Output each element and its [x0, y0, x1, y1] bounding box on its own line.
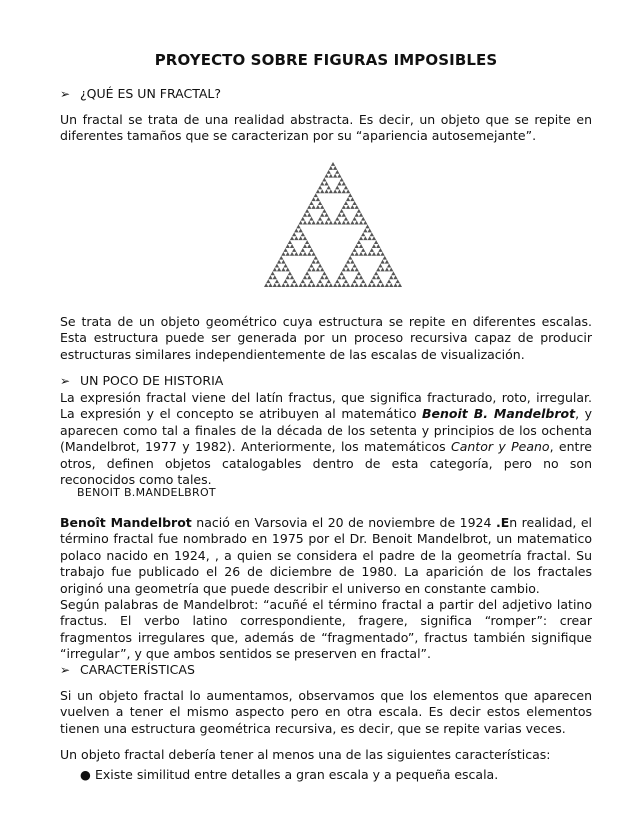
paragraph-structure [60, 314, 592, 363]
fractal-triangle [346, 221, 350, 225]
fractal-triangle [320, 275, 324, 279]
arrowhead-bullet-icon: ➢ [60, 374, 71, 388]
fractal-triangle [320, 189, 324, 193]
fractal-triangle [303, 213, 307, 217]
fractal-triangle [283, 279, 287, 283]
fractal-triangle [307, 252, 311, 256]
fractal-triangle [342, 283, 346, 287]
fractal-triangle [290, 283, 294, 287]
fractal-triangle [335, 217, 339, 221]
fractal-triangle [370, 279, 374, 283]
fractal-triangle [344, 217, 348, 221]
fractal-triangle [385, 260, 389, 264]
fractal-triangle [339, 271, 343, 275]
fractal-triangle [318, 217, 322, 221]
fractal-triangle [320, 205, 324, 209]
fractal-triangle [393, 283, 397, 287]
fractal-triangle [357, 209, 361, 213]
fractal-triangle [286, 244, 290, 248]
fractal-triangle [303, 275, 307, 279]
fractal-triangle [380, 260, 384, 264]
fractal-triangle [275, 264, 279, 268]
fractal-triangle [329, 189, 333, 193]
fractal-triangle [311, 283, 315, 287]
fractal-triangle [320, 213, 324, 217]
sierpinski-triangle-image [262, 160, 404, 290]
fractal-triangle [348, 256, 352, 260]
fractal-triangle [320, 267, 324, 271]
fractal-triangle [342, 213, 346, 217]
fractal-triangle [290, 236, 294, 240]
fractal-triangle [311, 260, 315, 264]
fractal-triangle [270, 271, 274, 275]
fractal-triangle [286, 283, 290, 287]
fractal-triangle [376, 244, 380, 248]
fractal-triangle [329, 166, 333, 170]
page-title: PROYECTO SOBRE FIGURAS IMPOSIBLES [154, 51, 498, 69]
text-run: , entre otros, definen objetos catalogables dentro de esta categoría, pero no son reconocidos como tales. [60, 439, 593, 488]
fractal-triangle [342, 267, 346, 271]
fractal-triangle [318, 279, 322, 283]
fractal-triangle [389, 275, 393, 279]
fractal-triangle [294, 236, 298, 240]
fractal-triangle [361, 279, 365, 283]
fractal-triangle [365, 225, 369, 229]
fractal-triangle [316, 197, 320, 201]
fractal-triangle [363, 221, 367, 225]
fractal-triangle [324, 283, 328, 287]
fractal-triangle [322, 209, 326, 213]
fractal-triangle [316, 283, 320, 287]
fractal-triangle [368, 252, 372, 256]
fractal-triangle [363, 236, 367, 240]
mandelbrot-name: Benoit B. Mandelbrot [422, 406, 576, 422]
fractal-triangle [277, 260, 281, 264]
fractal-triangle [327, 185, 331, 189]
fractal-triangle [337, 213, 341, 217]
fractal-triangle [281, 267, 285, 271]
fractal-triangle [292, 248, 296, 252]
fractal-triangle [346, 260, 350, 264]
fractal-triangle [342, 189, 346, 193]
fractal-triangle [337, 275, 341, 279]
fractal-triangle [398, 283, 402, 287]
fractal-triangle [316, 205, 320, 209]
fractal-triangle [346, 267, 350, 271]
paragraph-features [60, 688, 592, 737]
fractal-triangle [339, 209, 343, 213]
fractal-triangle [355, 221, 359, 225]
fractal-triangle [344, 185, 348, 189]
fractal-triangle [337, 189, 341, 193]
fractal-triangle [370, 248, 374, 252]
fractal-triangle [281, 283, 285, 287]
fractal-triangle [299, 252, 303, 256]
fractal-triangle [346, 197, 350, 201]
fractal-triangle [335, 279, 339, 283]
fractal-triangle [277, 283, 281, 287]
fractal-triangle [299, 236, 303, 240]
fractal-triangle [273, 275, 277, 279]
section-heading-text: CARACTERÍSTICAS [80, 662, 195, 677]
fractal-triangle [378, 264, 382, 268]
list-item [80, 767, 498, 782]
fractal-triangle [316, 221, 320, 225]
section-heading-text: ¿QUÉ ES UN FRACTAL? [80, 86, 222, 101]
paragraph-text [60, 515, 592, 597]
fractal-triangle [290, 275, 294, 279]
paragraph-text: Un fractal se trata de una realidad abstracta. Es decir, un objeto que se repite en diferentes tamaños que se caracterizan por su “apariencia autosemejante”. [60, 112, 592, 144]
paragraph-text: Según palabras de Mandelbrot: “acuñé el término fractal a partir del adjetivo latino fractus. El verbo latino correspondiente, fragere, significa “romper”: crear fragmentos irregulares que, además de “fragmentado”, fractus también signifique “irregular”, y que ambos sentidos se preserven en fractal”. [60, 597, 592, 662]
fractal-triangle [344, 201, 348, 205]
fractal-triangle [359, 244, 363, 248]
fractal-triangle [309, 264, 313, 268]
fractal-triangle [333, 221, 337, 225]
fractal-triangle [324, 189, 328, 193]
fractal-triangle [311, 252, 315, 256]
fractal-triangle [387, 264, 391, 268]
fractal-triangle [294, 228, 298, 232]
fractal-triangle [368, 228, 372, 232]
fractal-triangle [335, 185, 339, 189]
section-heading-text: UN POCO DE HISTORIA [80, 373, 224, 388]
fractal-triangle [350, 267, 354, 271]
paragraph-biography [60, 515, 592, 663]
fractal-triangle [309, 279, 313, 283]
fractal-triangle [301, 232, 305, 236]
fractal-triangle [342, 182, 346, 186]
fractal-triangle [374, 240, 378, 244]
fractal-triangle [301, 248, 305, 252]
fractal-triangle [344, 279, 348, 283]
fractal-triangle [283, 264, 287, 268]
fractal-triangle [333, 189, 337, 193]
fractal-triangle [301, 279, 305, 283]
fractal-triangle [303, 244, 307, 248]
fractal-triangle [275, 279, 279, 283]
fractal-triangle [350, 260, 354, 264]
fractal-triangle [348, 193, 352, 197]
fractal-triangle [268, 283, 272, 287]
fractal-triangle [389, 267, 393, 271]
fractal-triangle [311, 197, 315, 201]
fractal-triangle [385, 283, 389, 287]
text-run: .E [495, 515, 510, 530]
fractal-triangle [355, 213, 359, 217]
fractal-triangle [320, 221, 324, 225]
fractal-triangle [294, 283, 298, 287]
fractal-triangle [337, 182, 341, 186]
fractal-triangle [264, 283, 268, 287]
fractal-triangle [342, 221, 346, 225]
fractal-triangle [355, 267, 359, 271]
fractal-triangle [363, 228, 367, 232]
fractal-triangle [294, 252, 298, 256]
fractal-triangle [380, 252, 384, 256]
fractal-triangle [311, 267, 315, 271]
fractal-triangle [368, 283, 372, 287]
fractal-triangle [286, 267, 290, 271]
fractal-triangle [350, 252, 354, 256]
fractal-triangle [355, 275, 359, 279]
paragraph-text [60, 390, 592, 488]
fractal-triangle [303, 252, 307, 256]
fractal-triangle [309, 201, 313, 205]
subheading-mandelbrot: BENOIT B.MANDELBROT [77, 486, 216, 499]
fractal-triangle [372, 275, 376, 279]
fractal-triangle [305, 271, 309, 275]
fractal-triangle [363, 283, 367, 287]
fractal-triangle [279, 256, 283, 260]
fractal-triangle [337, 221, 341, 225]
fractal-triangle [316, 260, 320, 264]
fractal-triangle [363, 252, 367, 256]
fractal-triangle [346, 205, 350, 209]
fractal-triangle [322, 178, 326, 182]
fractal-triangle [266, 279, 270, 283]
fractal-triangle [350, 205, 354, 209]
fractal-triangle [303, 236, 307, 240]
fractal-triangle [327, 170, 331, 174]
fractal-triangle [355, 252, 359, 256]
fractal-triangle [281, 252, 285, 256]
fractal-triangle [314, 256, 318, 260]
fractal-triangle [355, 244, 359, 248]
fractal-triangle [389, 283, 393, 287]
section-heading-features [60, 662, 195, 677]
fractal-triangle [352, 217, 356, 221]
fractal-triangle [314, 193, 318, 197]
fractal-triangle [355, 205, 359, 209]
bio-name: Benoît Mandelbrot [60, 515, 192, 530]
fractal-triangle [372, 244, 376, 248]
fractal-triangle [361, 217, 365, 221]
fractal-triangle [396, 279, 400, 283]
fractal-triangle [359, 283, 363, 287]
fractal-triangle [273, 267, 277, 271]
fractal-triangle [309, 217, 313, 221]
fractal-triangle [331, 162, 335, 166]
fractal-triangle [372, 283, 376, 287]
text-run: , y aparecen como tal a finales de la década de los setenta y principios de los ochenta (Mandelbrot, 1977 y 1982). Anteriormente, los matemáticos [60, 406, 592, 455]
fractal-triangle [378, 248, 382, 252]
fractal-triangle [327, 279, 331, 283]
fractal-triangle [324, 174, 328, 178]
fractal-triangle [286, 275, 290, 279]
fractal-triangle [376, 252, 380, 256]
fractal-triangle [376, 283, 380, 287]
section-heading-history [60, 373, 223, 388]
fractal-triangle [329, 221, 333, 225]
fractal-triangle [359, 213, 363, 217]
fractal-triangle [372, 252, 376, 256]
fractal-triangle [303, 283, 307, 287]
fractal-triangle [311, 205, 315, 209]
arrowhead-bullet-icon: ➢ [60, 663, 71, 677]
fractal-triangle [344, 264, 348, 268]
paragraph-features-intro [60, 747, 592, 763]
fractal-triangle [335, 170, 339, 174]
fractal-triangle [290, 252, 294, 256]
fractal-triangle [346, 189, 350, 193]
text-run: La expresión fractal viene del latín fractus, que significa fracturado, roto, irregular. La expresión y el concepto se atribuyen al matemático [60, 390, 592, 422]
fractal-triangle [352, 248, 356, 252]
fractal-triangle [309, 248, 313, 252]
fractal-triangle [299, 228, 303, 232]
fractal-triangle [273, 283, 277, 287]
paragraph-text: Se trata de un objeto geométrico cuya estructura se repite en diferentes escalas. Esta estructura puede ser generada por un proceso recursiva capaz de producir estructuras similares independientemente de las escalas de visualización. [60, 314, 592, 362]
fractal-triangle [307, 221, 311, 225]
fractal-triangle [303, 221, 307, 225]
fractal-triangle [301, 217, 305, 221]
fractal-triangle [305, 240, 309, 244]
fractal-triangle [393, 275, 397, 279]
fractal-triangle [337, 283, 341, 287]
fractal-triangle [352, 201, 356, 205]
fractal-triangle [307, 244, 311, 248]
fractal-triangle [281, 260, 285, 264]
fractal-triangle [307, 283, 311, 287]
fractal-triangle [370, 232, 374, 236]
text-run: n realidad, el término fractal fue nombrado en 1975 por el Dr. Benoit Mandelbrot, un matematico polaco nacido en 1924, , a quien se considera el padre de la geometría fractal. Su trabajo fue publicado el 26 de diciembre de 1980. La aparición de los fractales originó una geometría que puede describir el universo en constante cambio. [60, 515, 593, 596]
fractal-triangle [359, 236, 363, 240]
arrowhead-bullet-icon: ➢ [60, 87, 71, 101]
fractal-triangle [288, 240, 292, 244]
fractal-triangle [376, 267, 380, 271]
fractal-triangle [339, 178, 343, 182]
fractal-triangle [376, 275, 380, 279]
fractal-triangle [359, 221, 363, 225]
fractal-triangle [318, 264, 322, 268]
round-bullet-icon: ● [80, 767, 91, 782]
fractal-triangle [361, 248, 365, 252]
fractal-triangle [391, 271, 395, 275]
fractal-triangle [307, 213, 311, 217]
fractal-triangle [387, 279, 391, 283]
fractal-triangle [329, 174, 333, 178]
fractal-triangle [324, 221, 328, 225]
fractal-triangle [357, 271, 361, 275]
fractal-triangle [342, 205, 346, 209]
fractal-triangle [359, 252, 363, 256]
fractal-triangle [311, 221, 315, 225]
fractal-triangle [361, 232, 365, 236]
section-heading-what-is [60, 86, 221, 101]
fractal-triangle [288, 271, 292, 275]
fractal-triangle [299, 221, 303, 225]
fractal-triangle [277, 267, 281, 271]
fractal-triangle [352, 279, 356, 283]
fractal-triangle [320, 182, 324, 186]
fractal-triangle [296, 225, 300, 229]
fractal-triangle [357, 240, 361, 244]
fractal-triangle [307, 205, 311, 209]
fractal-triangle [292, 279, 296, 283]
fractal-triangle [324, 275, 328, 279]
paragraph-definition [60, 112, 592, 145]
fractal-triangle [380, 283, 384, 287]
fractal-triangle [307, 267, 311, 271]
fractal-triangle [346, 283, 350, 287]
fractal-triangle [352, 264, 356, 268]
fractal-triangle [299, 283, 303, 287]
fractal-triangle [283, 248, 287, 252]
fractal-triangle [290, 244, 294, 248]
text-run: nació en Varsovia el 20 de noviembre de 1924 [191, 515, 496, 530]
fractal-triangle [350, 197, 354, 201]
fractal-triangle [333, 174, 337, 178]
fractal-triangle [316, 267, 320, 271]
fractal-triangle [318, 201, 322, 205]
fractal-triangle [372, 236, 376, 240]
fractal-triangle [268, 275, 272, 279]
fractal-triangle [318, 185, 322, 189]
cantor-peano-names: Cantor y Peano [451, 439, 550, 455]
fractal-triangle [316, 189, 320, 193]
fractal-triangle [307, 275, 311, 279]
paragraph-text: Un objeto fractal debería tener al menos una de las siguientes características: [60, 747, 551, 762]
fractal-triangle [383, 256, 387, 260]
fractal-triangle [324, 213, 328, 217]
fractal-triangle [320, 283, 324, 287]
fractal-triangle [385, 267, 389, 271]
fractal-triangle [374, 271, 378, 275]
fractal-triangle [355, 283, 359, 287]
fractal-triangle [305, 209, 309, 213]
fractal-triangle [286, 252, 290, 256]
fractal-triangle [324, 182, 328, 186]
fractal-triangle [359, 275, 363, 279]
fractal-triangle [378, 279, 382, 283]
fractal-triangle [337, 174, 341, 178]
fractal-triangle [333, 166, 337, 170]
fractal-triangle [327, 217, 331, 221]
fractal-triangle [380, 267, 384, 271]
fractal-triangle [333, 283, 337, 287]
list-item-text: Existe similitud entre detalles a gran escala y a pequeña escala. [95, 767, 499, 782]
fractal-triangle [322, 271, 326, 275]
fractal-triangle [368, 236, 372, 240]
fractal-triangle [342, 275, 346, 279]
paragraph-history [60, 390, 592, 488]
fractal-triangle [292, 232, 296, 236]
paragraph-text: Si un objeto fractal lo aumentamos, observamos que los elementos que aparecen vuelven a tener el mismo aspecto pero en otra escala. Es decir estos elementos tienen una estructura geométrica recursiva, es decir, que se repite varias veces. [60, 688, 592, 736]
fractal-triangle [350, 283, 354, 287]
fractal-triangle [350, 221, 354, 225]
fractal-triangle [329, 283, 333, 287]
